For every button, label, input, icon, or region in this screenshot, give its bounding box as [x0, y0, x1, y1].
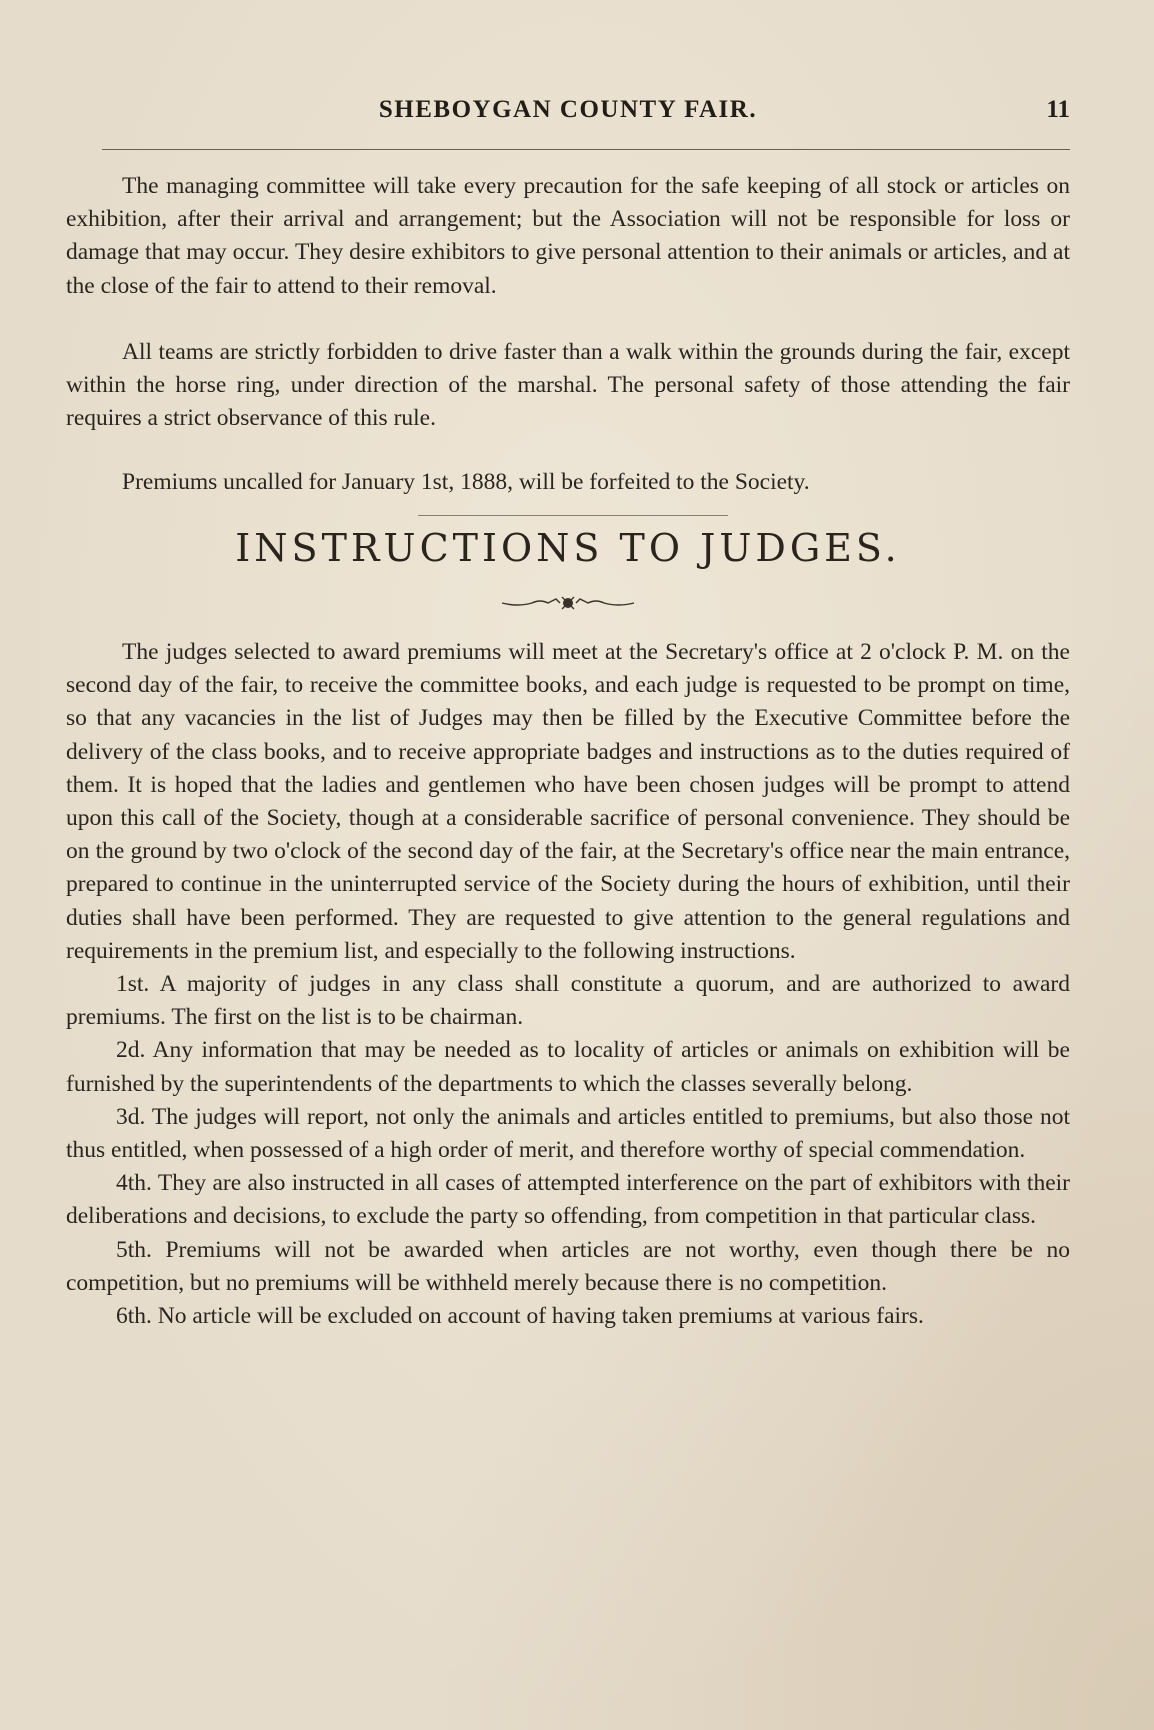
fleuron-icon — [66, 593, 1070, 613]
rules-paragraph-safekeeping — [66, 170, 1070, 303]
page-header — [66, 96, 1070, 136]
instruction-item: 5th. Premiums will not be awarded when articles are not worthy, even though there be no competition, but no premiums will be withheld merely because there is no competition. — [66, 1236, 1070, 1296]
section-divider-rule — [418, 515, 728, 516]
paragraph-text: All teams are strictly forbidden to drive faster than a walk within the grounds during the fair, except within the horse ring, under direction of the marshal. The personal safety of those attending the fair requires a strict observance of this rule. — [66, 339, 1070, 432]
judges-instructions — [66, 636, 1070, 1333]
paragraph-text: Premiums uncalled for January 1st, 1888, will be forfeited to the Society. — [122, 469, 810, 495]
running-title: SHEBOYGAN COUNTY FAIR. — [378, 96, 758, 123]
instruction-item: 4th. They are also instructed in all cases of attempted interference on the part of exhibitors with their deliberations and decisions, to exclude the party so offending, from competition in that particular class. — [66, 1170, 1070, 1230]
instruction-item: 1st. A majority of judges in any class shall constitute a quorum, and are authorized to award premiums. The first on the list is to be chairman. — [66, 971, 1070, 1031]
header-rule — [102, 149, 1070, 150]
instruction-item: 6th. No article will be excluded on account of having taken premiums at various fairs. — [116, 1303, 924, 1330]
section-heading: INSTRUCTIONS TO JUDGES. — [235, 526, 901, 570]
rules-paragraph-premiums — [66, 466, 1070, 499]
instruction-item: 2d. Any information that may be needed as to locality of articles or animals on exhibition will be furnished by the superintendents of the departments to which the classes severally belong. — [66, 1037, 1070, 1097]
rules-paragraph-teams — [66, 336, 1070, 436]
instructions-intro: The judges selected to award premiums will meet at the Secretary's office at 2 o'clock P. M. on the second day of the fair, to receive the committee books, and each judge is requested to be prompt on time, so that any vacancies in the list of Judges may then be filled by the Executive Committee before the delivery of the class books, and to receive appropriate badges and instructions as to the duties required of them. It is hoped that the ladies and gentlemen who have been chosen judges will be prompt to attend upon this call of the Society, though at a considerable sacrifice of personal convenience. They should be on the ground by two o'clock of the second day of the fair, at the Secretary's office near the main entrance, prepared to continue in the uninterrupted service of the Society during the hours of exhibition, until their duties shall have been performed. They are requested to give attention to the general regulations and requirements in the premium list, and especially to the following instructions. — [66, 639, 1070, 964]
document-page — [66, 96, 1070, 1330]
instruction-item: 3d. The judges will report, not only the animals and articles entitled to premiums, but also those not thus entitled, when possessed of a high order of merit, and therefore worthy of special commendation. — [66, 1103, 1070, 1164]
paragraph-text: The managing committee will take every precaution for the safe keeping of all stock or articles on exhibition, after their arrival and arrangement; but the Association will not be responsible for loss or damage that may occur. They desire exhibitors to give personal attention to their animals or articles, and at the close of the fair to attend to their removal. — [66, 173, 1070, 299]
fleuron-icon-graphic — [498, 593, 638, 613]
page-number: 11 — [1046, 96, 1070, 123]
